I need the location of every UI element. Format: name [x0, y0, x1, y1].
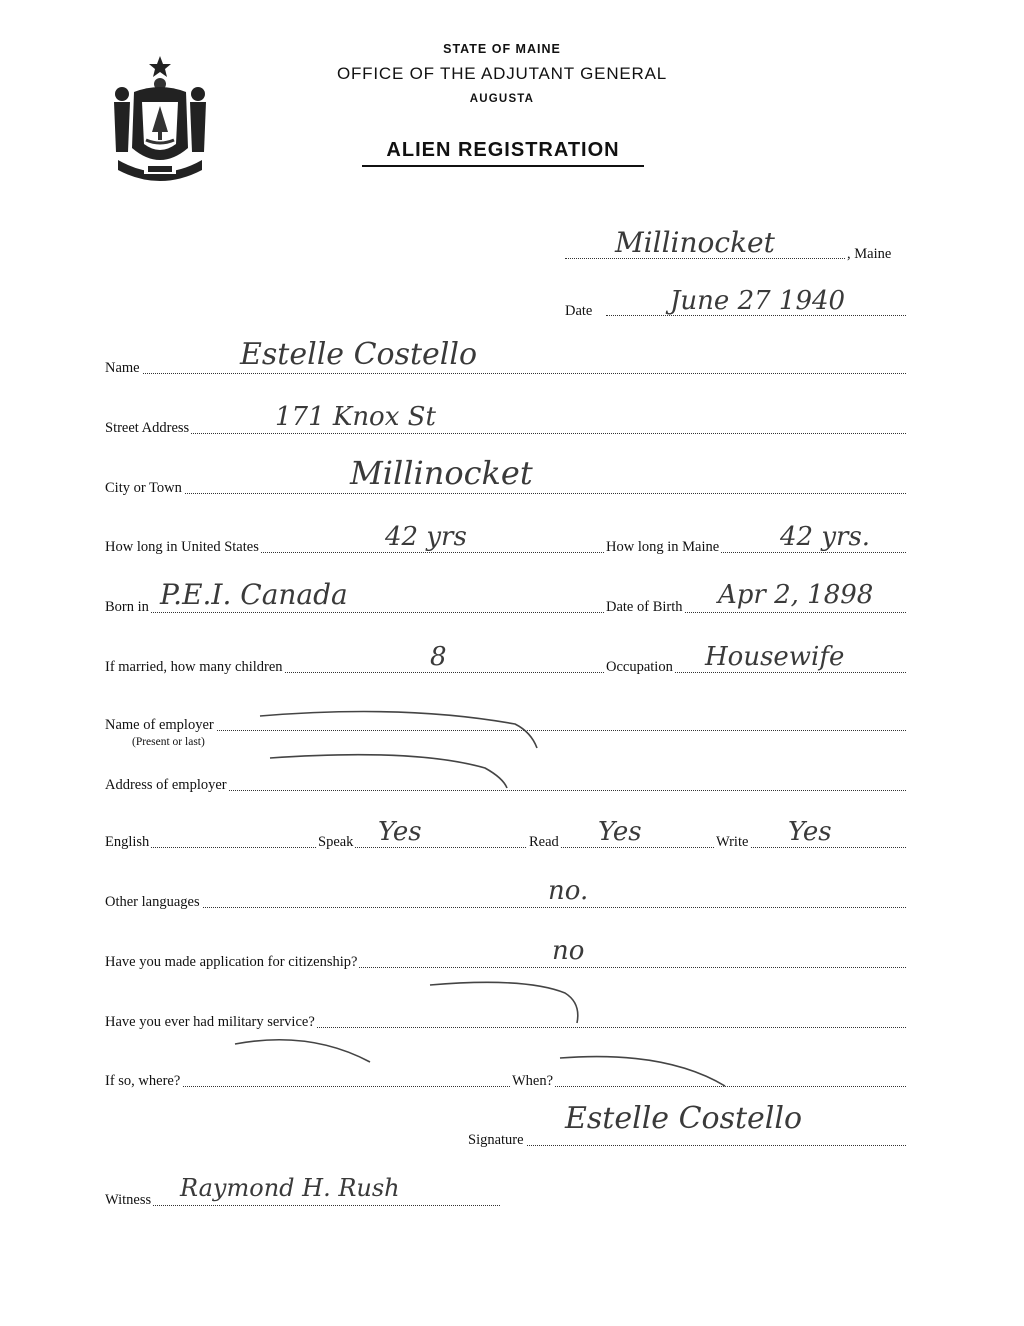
signature-line: [468, 1145, 906, 1146]
children-label: If married, how many children: [105, 659, 283, 675]
military-dash-stroke: [425, 975, 595, 1030]
state-heading: STATE OF MAINE: [443, 42, 561, 56]
office-heading: OFFICE OF THE ADJUTANT GENERAL: [336, 64, 668, 83]
occupation-value[interactable]: Housewife: [705, 642, 845, 672]
read-label: Read: [529, 834, 559, 850]
write-value[interactable]: Yes: [788, 817, 832, 847]
where-when-line: [105, 1086, 906, 1087]
english-line: [105, 847, 906, 848]
english-label: English: [105, 834, 150, 850]
witness-line: [105, 1205, 500, 1206]
employer-label: Name of employer: [105, 717, 214, 733]
citizenship-value[interactable]: no: [552, 936, 585, 966]
maine-label: How long in Maine: [606, 539, 720, 555]
military-label: Have you ever had military service?: [105, 1014, 315, 1030]
born-label: Born in: [105, 599, 149, 615]
when-dash-stroke: [555, 1050, 745, 1095]
other-languages-label: Other languages: [105, 894, 200, 910]
signature-label: Signature: [468, 1132, 524, 1148]
signature-value[interactable]: Estelle Costello: [565, 1101, 803, 1136]
speak-label: Speak: [318, 834, 354, 850]
read-value[interactable]: Yes: [598, 817, 642, 847]
city-line: [105, 493, 906, 494]
street-value[interactable]: 171 Knox St: [275, 402, 436, 432]
where-dash-stroke: [230, 1030, 380, 1070]
born-value[interactable]: P.E.I. Canada: [160, 578, 348, 611]
witness-label: Witness: [105, 1192, 152, 1208]
write-label: Write: [716, 834, 749, 850]
speak-value[interactable]: Yes: [378, 817, 422, 847]
name-label: Name: [105, 360, 140, 376]
other-languages-line: [105, 907, 906, 908]
city-value[interactable]: Millinocket: [350, 454, 533, 492]
children-value[interactable]: 8: [430, 642, 447, 672]
dob-value[interactable]: Apr 2, 1898: [718, 580, 874, 610]
maine-suffix: , Maine: [847, 246, 892, 262]
us-label: How long in United States: [105, 539, 259, 555]
when-label: When?: [512, 1073, 554, 1089]
witness-value[interactable]: Raymond H. Rush: [180, 1174, 400, 1202]
form-title: ALIEN REGISTRATION: [362, 139, 644, 167]
other-languages-value[interactable]: no.: [548, 876, 589, 906]
employer-address-label: Address of employer: [105, 777, 227, 793]
employer-sublabel: (Present or last): [132, 733, 207, 751]
city-label: City or Town: [105, 480, 182, 496]
dob-label: Date of Birth: [606, 599, 683, 615]
street-line: [105, 433, 906, 434]
name-value[interactable]: Estelle Costello: [240, 337, 478, 372]
us-value[interactable]: 42 yrs: [385, 522, 467, 552]
date-label: Date: [565, 303, 593, 319]
born-line: [105, 612, 906, 613]
name-line: [105, 373, 906, 374]
street-label: Street Address: [105, 420, 190, 436]
occupation-label: Occupation: [606, 659, 673, 675]
maine-value[interactable]: 42 yrs.: [780, 522, 871, 552]
where-label: If so, where?: [105, 1073, 181, 1089]
town-value[interactable]: Millinocket: [615, 226, 775, 259]
city-heading: AUGUSTA: [469, 93, 535, 105]
employer-address-dash-stroke: [265, 748, 525, 798]
date-value[interactable]: June 27 1940: [670, 286, 846, 316]
citizenship-label: Have you made application for citizenship?: [105, 954, 358, 970]
